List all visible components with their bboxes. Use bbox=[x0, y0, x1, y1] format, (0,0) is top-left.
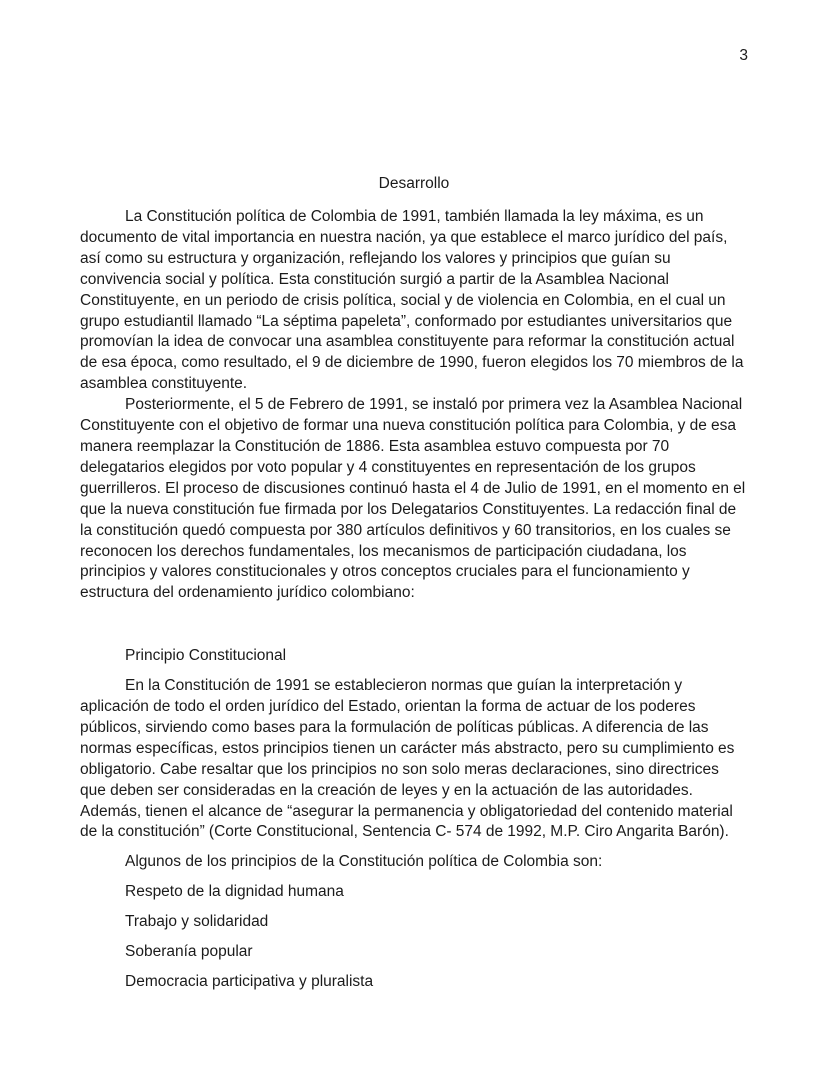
principles-list bbox=[80, 882, 748, 993]
paragraph-history: Posteriormente, el 5 de Febrero de 1991, se instaló por primera vez la Asamblea Nacional Constituyente con el objetivo de formar una nueva constitución política para Colombia, y de esa manera reemplazar la Constitución de 1886. Esta asamblea estuvo compuesta por 70 delegatarios elegidos por voto popular y 4 constituyentes en representación de los grupos guerrilleros. El proceso de discusiones continuó hasta el 4 de Julio de 1991, en el momento en el que la nueva constitución fue firmada por los Delegatarios Constituyentes. La redacción final de la constitución quedó compuesta por 380 artículos definitivos y 60 transitorios, en los cuales se reconocen los derechos fundamentales, los mecanismos de participación ciudadana, los principios y valores constitucionales y otros conceptos cruciales para el funcionamiento y estructura del ordenamiento jurídico colombiano: bbox=[80, 396, 746, 602]
page-number: 3 bbox=[739, 47, 748, 64]
list-item: Democracia participativa y pluralista bbox=[125, 973, 374, 990]
list-item: Soberanía popular bbox=[125, 943, 253, 961]
heading-spacer bbox=[80, 667, 748, 676]
paragraph-principio-constitucional: En la Constitución de 1991 se establecieron normas que guían la interpretación y aplicación de todo el orden jurídico del Estado, orientan la forma de actuar de los poderes públicos, sirviendo como bases para la formulación de políticas públicas. A diferencia de las normas específicas, estos principios tienen un carácter más abstracto, pero su cumplimiento es obligatorio. Cabe resaltar que los principios no son solo meras declaraciones, sino directrices que deben ser consideradas en la creación de leyes y en la actuación de las autoridades. Además, tienen el alcance de “asegurar la permanencia y obligatoriedad del contenido material de la constitución” (Corte Constitucional, Sentencia C- 574 de 1992, M.P. Ciro Angarita Barón). bbox=[80, 677, 735, 841]
list-intro-spacer bbox=[80, 843, 748, 852]
page-title: Desarrollo bbox=[378, 175, 450, 192]
list-item: Trabajo y solidaridad bbox=[125, 913, 269, 931]
section-heading-principio-constitucional: Principio Constitucional bbox=[125, 647, 287, 665]
list-intro-text: Algunos de los principios de la Constitución política de Colombia son: bbox=[125, 853, 603, 871]
list-item: Respeto de la dignidad humana bbox=[125, 883, 344, 901]
document-body bbox=[80, 173, 748, 993]
section-spacer bbox=[80, 604, 748, 646]
paragraph-intro: La Constitución política de Colombia de 1991, también llamada la ley máxima, es un documento de vital importancia en nuestra nación, ya que establece el marco jurídico del país, así como su estructura y organización, reflejando los valores y principios que guían su convivencia social y política. Esta constitución surgió a partir de la Asamblea Nacional Constituyente, en un periodo de crisis política, social y de violencia en Colombia, en el cual un grupo estudiantil llamado “La séptima papeleta”, conformado por estudiantes universitarios que promovían la idea de convocar una asamblea constituyente para reformar la constitución actual de esa época, como resultado, el 9 de diciembre de 1990, fueron elegidos los 70 miembros de la asamblea constituyente. bbox=[80, 208, 744, 393]
